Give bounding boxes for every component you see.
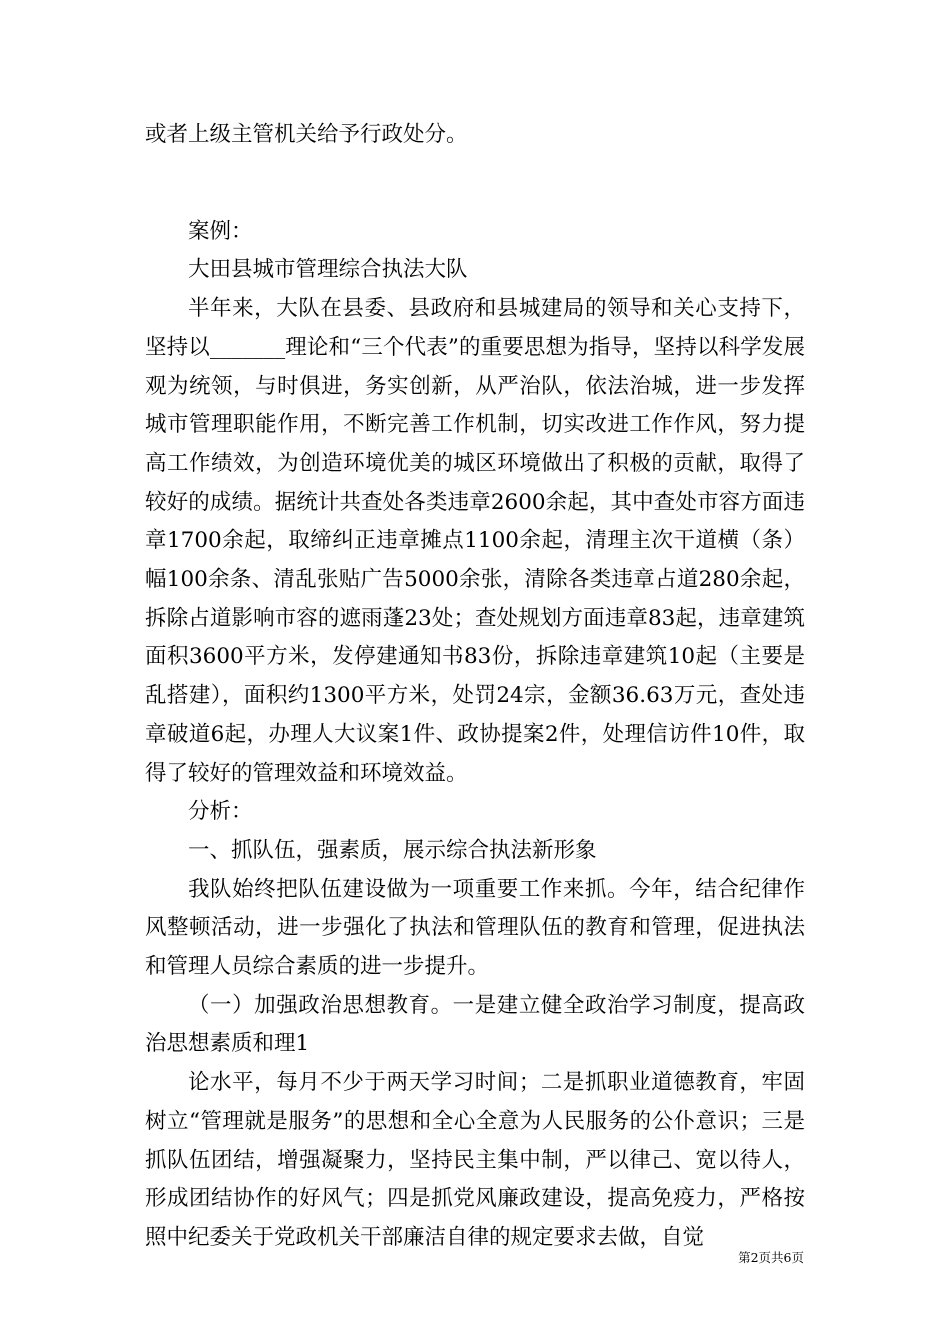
case-body: 半年来，大队在县委、县政府和县城建局的领导和关心支持下，坚持以_______理论和“三个代表”的重要思想为指导，坚持以科学发展观为统领，与时俱进，务实创新，从严治队，依法治城，进一步发挥城市管理职能作用，不断完善工作机制，切实改进工作作风，努力提高工作绩效，为创造环境优美的城区环境做出了积极的贡献，取得了较好的成绩。据统计共查处各类违章2600余起，其中查处市容方面违章1700余起，取缔纠正违章摊点1100余起，清理主次干道横（条）幅100余条、清乱张贴广告5000余张，清除各类违章占道280余起，拆除占道影响市容的遮雨蓬23处；查处规划方面违章83起，违章建筑面积3600平方米，发停建通知书83份，拆除违章建筑10起（主要是乱搭建），面积约1300平方米，处罚24宗，金额36.63万元，查处违章破道6起，办理人大议案1件、政协提案2件，处理信访件10件，取得了较好的管理效益和环境效益。: [145, 296, 806, 786]
case-label: 案例：: [188, 218, 253, 244]
section-one-heading: 一、抓队伍，强素质，展示综合执法新形象: [188, 837, 597, 863]
paragraph-gap: [145, 155, 805, 213]
document-body: [145, 116, 805, 1258]
page-indicator: 第2页共6页: [738, 1250, 804, 1265]
org-title: 大田县城市管理综合执法大队: [188, 257, 468, 283]
item-one: （一）加强政治思想教育。一是建立健全政治学习制度，提高政治思想素质和理1: [145, 992, 805, 1057]
section-one-intro: 我队始终把队伍建设做为一项重要工作来抓。今年，结合纪律作风整顿活动，进一步强化了执法和管理队伍的教育和管理，促进执法和管理人员综合素质的进一步提升。: [145, 876, 805, 980]
item-one-continued: 论水平，每月不少于两天学习时间；二是抓职业道德教育，牢固树立“管理就是服务”的思想和全心全意为人民服务的公仆意识；三是抓队伍团结，增强凝聚力，坚持民主集中制，严以律己、宽以待人，形成团结协作的好风气；四是抓党风廉政建设，提高免疫力，严格按照中纪委关于党政机关干部廉洁自律的规定要求去做，自觉: [145, 1070, 805, 1250]
lead-line: 或者上级主管机关给予行政处分。: [145, 122, 468, 147]
analysis-label: 分析：: [188, 799, 253, 825]
